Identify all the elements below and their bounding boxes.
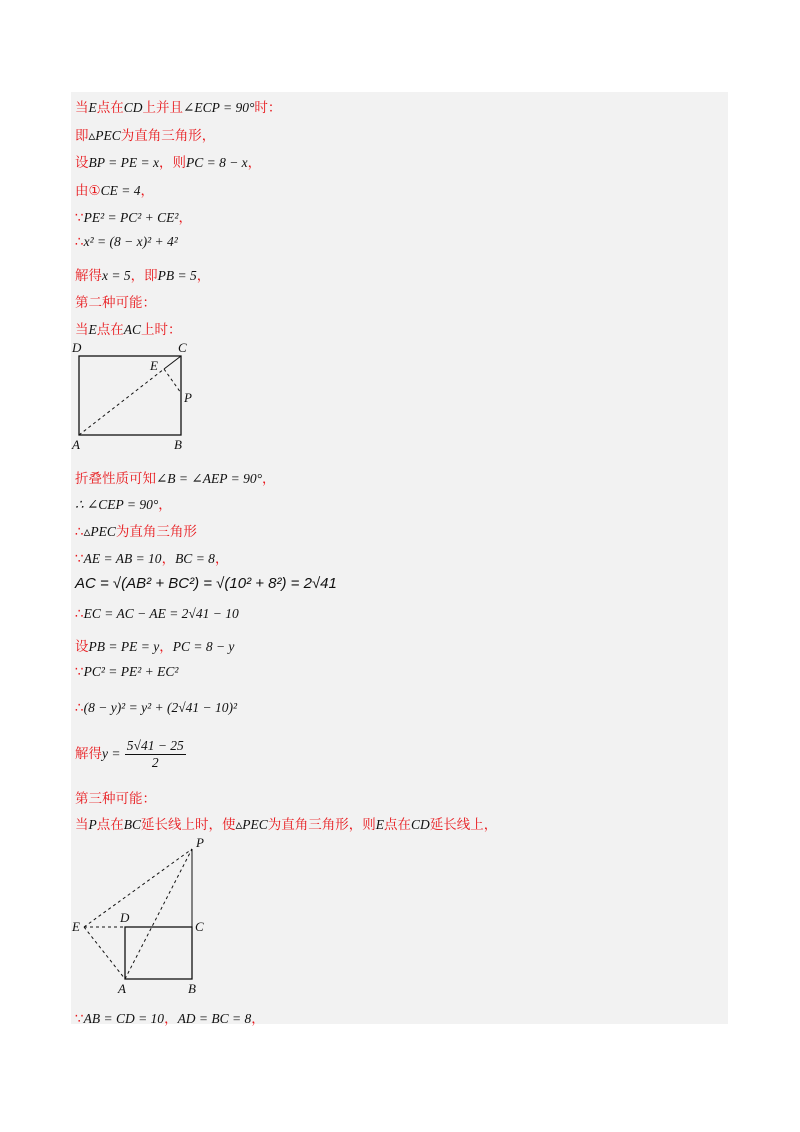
- math: PC = 8 − x: [185, 155, 248, 170]
- text: 由①: [75, 183, 101, 199]
- math: y =: [102, 746, 121, 761]
- math: AE = AB = 10: [83, 551, 162, 566]
- math: (8 − y)² = y² + (2√41 − 10)²: [83, 700, 238, 715]
- text: 点在: [96, 322, 124, 338]
- math: ∴ ∠CEP = 90°: [75, 497, 159, 512]
- math: EC = AC − AE = 2√41 − 10: [83, 606, 239, 621]
- line-8: [75, 291, 156, 311]
- text: 为直角三角形: [115, 524, 197, 540]
- math: CE = 4: [100, 183, 141, 198]
- math: AB = CD = 10: [83, 1011, 165, 1026]
- text: ，: [178, 210, 192, 226]
- math: AC: [123, 322, 142, 337]
- math: ▵PEC: [88, 128, 121, 143]
- math: AC = √(AB² + BC²) = √(10² + 8²) = 2√41: [75, 575, 337, 592]
- line-21: [75, 813, 497, 833]
- text: 当: [75, 322, 89, 338]
- math: BP = PE = x: [88, 155, 159, 170]
- label-b: B: [188, 981, 196, 996]
- line-14: [75, 575, 337, 592]
- because-symbol: ∵: [75, 210, 84, 226]
- segment-ec: [164, 356, 181, 369]
- figure-1-diagram: [70, 338, 210, 454]
- label-p: P: [196, 835, 204, 850]
- line-16: [75, 635, 234, 655]
- math: PB = 5: [157, 268, 197, 283]
- text: 延长线上，: [429, 817, 498, 833]
- label-e: E: [150, 358, 158, 373]
- label-p: P: [184, 390, 192, 405]
- text: 点在: [96, 817, 124, 833]
- text: 当: [75, 817, 89, 833]
- math: ▵PEC: [235, 817, 268, 832]
- math: E: [88, 100, 97, 115]
- fraction: [125, 738, 186, 771]
- because-symbol: ∵: [75, 664, 84, 680]
- figure-2-diagram: [70, 835, 220, 1000]
- line-17: [75, 664, 178, 680]
- text: ，: [158, 497, 172, 513]
- text: ，: [214, 551, 229, 567]
- text: ，: [196, 268, 211, 284]
- line-18: [75, 700, 237, 716]
- math: AD = BC = 8: [177, 1011, 252, 1026]
- segment-ep: [84, 849, 192, 927]
- text: 上并且: [142, 100, 184, 116]
- label-c: C: [178, 340, 187, 355]
- text: 解得: [75, 746, 102, 762]
- because-symbol: ∵: [75, 1011, 84, 1027]
- therefore-symbol: ∴: [75, 700, 84, 716]
- text: 即: [75, 128, 89, 144]
- text: 解得: [75, 268, 102, 284]
- line-5: [75, 206, 192, 226]
- text: 设: [75, 155, 89, 171]
- section-heading: 第二种可能：: [75, 295, 156, 311]
- label-d: D: [72, 340, 82, 355]
- math: PB = PE = y: [88, 639, 160, 654]
- math: PC = 8 − y: [172, 639, 235, 654]
- line-1: [75, 96, 281, 116]
- text: ，: [164, 1011, 178, 1027]
- math: E: [88, 322, 97, 337]
- label-d: D: [120, 910, 130, 925]
- line-2: [75, 124, 215, 144]
- line-7: [75, 264, 210, 284]
- math: P: [88, 817, 97, 832]
- text: ，: [251, 1011, 265, 1027]
- line-6: [75, 234, 178, 250]
- segment-ep: [164, 369, 181, 393]
- math: x² = (8 − x)² + 4²: [83, 234, 178, 249]
- line-9: [75, 318, 182, 338]
- label-c: C: [195, 919, 204, 934]
- text: 点在: [96, 100, 124, 116]
- line-11: [75, 493, 172, 513]
- text: ，: [140, 183, 154, 199]
- text: ，: [159, 639, 173, 655]
- line-13: [75, 547, 228, 567]
- because-symbol: ∵: [75, 551, 84, 567]
- text: 设: [75, 639, 89, 655]
- text: 折叠性质可知: [75, 471, 156, 487]
- math: CD: [123, 100, 143, 115]
- math: ∠ECP = 90°: [183, 100, 255, 115]
- label-e: E: [72, 919, 80, 934]
- math: BC = 8: [175, 551, 215, 566]
- line-3: [75, 151, 261, 171]
- line-12: [75, 520, 197, 540]
- math: PE² = PC² + CE²: [83, 210, 179, 225]
- text: ，则: [158, 155, 186, 171]
- text: ，: [247, 155, 262, 171]
- line-19: [75, 738, 186, 771]
- text: ，即: [130, 268, 158, 284]
- math: BC: [123, 817, 142, 832]
- segment-ae: [79, 369, 164, 435]
- math: ∠B = ∠AEP = 90°: [156, 471, 262, 486]
- text: 延长线上时，使: [141, 817, 236, 833]
- text: 上时：: [141, 322, 182, 338]
- text: 点在: [384, 817, 412, 833]
- text: 为直角三角形，则: [267, 817, 376, 833]
- text: 当: [75, 100, 89, 116]
- rectangle-abcd: [125, 927, 192, 979]
- therefore-symbol: ∴: [75, 234, 84, 250]
- label-b: B: [174, 437, 182, 452]
- math: ▵PEC: [83, 524, 116, 539]
- text: ，: [261, 471, 276, 487]
- line-15: [75, 606, 239, 622]
- text: ，: [161, 551, 176, 567]
- segment-ea: [84, 927, 125, 979]
- text: 为直角三角形，: [120, 128, 216, 144]
- line-22: [75, 1007, 265, 1027]
- line-4: [75, 179, 154, 199]
- math: PC² = PE² + EC²: [83, 664, 179, 679]
- label-a: A: [72, 437, 80, 452]
- therefore-symbol: ∴: [75, 524, 84, 540]
- label-a: A: [118, 981, 126, 996]
- line-20: [75, 787, 156, 807]
- line-10: [75, 467, 275, 487]
- fraction-denominator: 2: [151, 755, 159, 770]
- math: CD: [411, 817, 430, 832]
- fraction-numerator: 5√41 − 25: [126, 738, 184, 753]
- math: E: [375, 817, 385, 832]
- therefore-symbol: ∴: [75, 606, 84, 622]
- section-heading: 第三种可能：: [75, 791, 156, 807]
- segment-ap: [125, 849, 192, 979]
- math: x = 5: [102, 268, 131, 283]
- text: 时：: [254, 100, 282, 116]
